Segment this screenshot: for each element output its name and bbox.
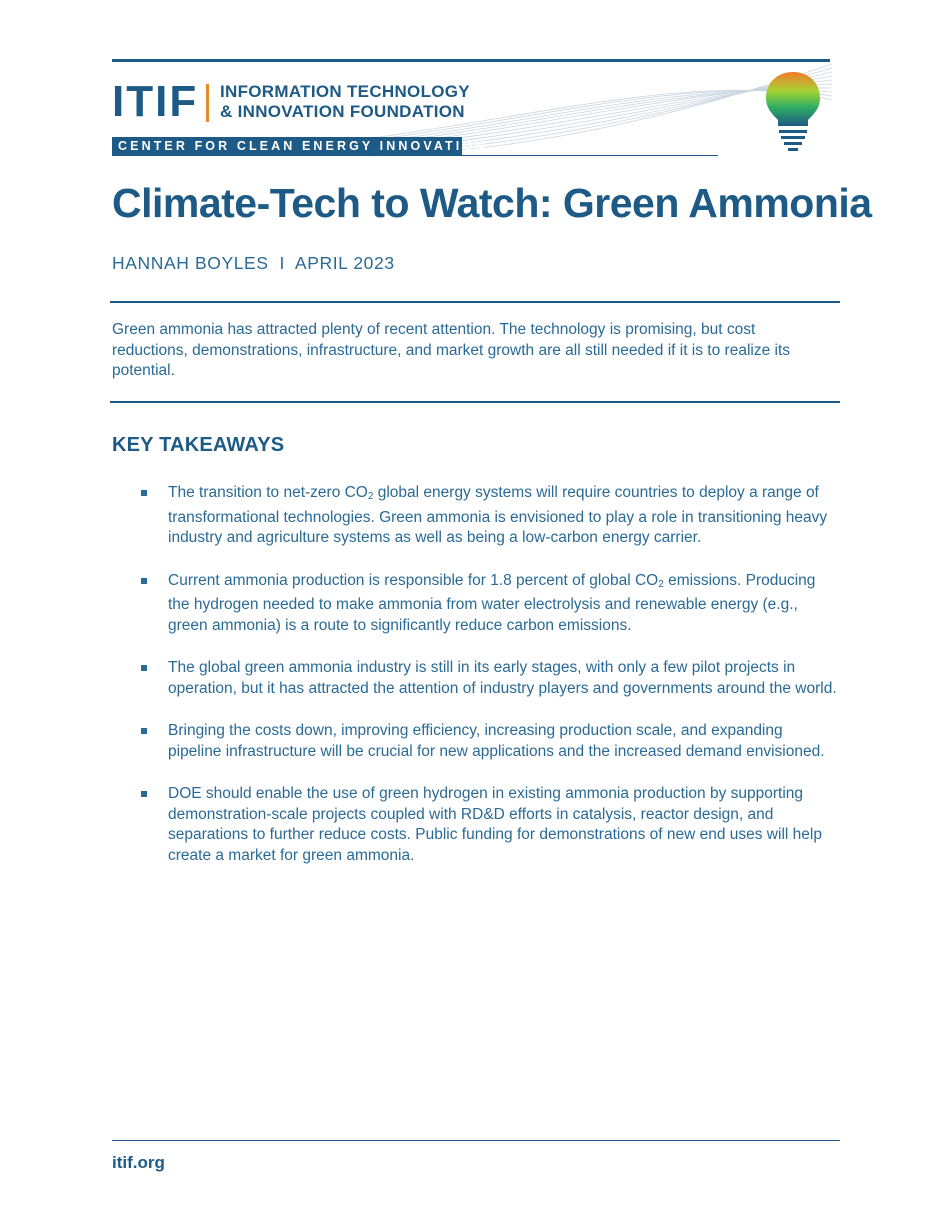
center-name-band: CENTER FOR CLEAN ENERGY INNOVATION [112, 137, 462, 156]
byline: HANNAH BOYLES I APRIL 2023 [112, 253, 395, 273]
footer-link[interactable]: itif.org [112, 1153, 165, 1172]
band-rule [462, 155, 718, 156]
list-item [140, 784, 840, 866]
key-takeaways-list [140, 483, 840, 888]
itif-logo: ITIF [112, 77, 199, 126]
summary-bottom-rule [110, 401, 840, 403]
list-item-text: DOE should enable the use of green hydrogen in existing ammonia production by supporting demonstration-scale projects coupled with RD&D efforts in catalysis, reactor design, and separations to further reduce costs. Public funding for demonstrations of new end uses will help create a market for green ammonia. [168, 785, 822, 864]
organization-name-line1: INFORMATION TECHNOLOGY [220, 82, 470, 101]
list-item [140, 571, 840, 637]
square-bullet-icon [141, 578, 147, 584]
page-title: Climate-Tech to Watch: Green Ammonia [112, 180, 872, 226]
logo-divider [206, 84, 209, 122]
list-item [140, 658, 840, 699]
key-takeaways-heading: KEY TAKEAWAYS [112, 434, 285, 456]
list-item-text: The global green ammonia industry is still in its early stages, with only a few pilot projects in operation, but it has attracted the attention of industry players and governments around the world. [168, 659, 837, 697]
organization-name [220, 82, 470, 122]
footer-rule [112, 1140, 840, 1141]
report-header [112, 62, 830, 158]
summary-top-rule [110, 301, 840, 303]
list-item [140, 483, 840, 549]
list-item [140, 721, 840, 762]
square-bullet-icon [141, 665, 147, 671]
list-item-text: Current ammonia production is responsible for 1.8 percent of global $CO_2$ emissions. Producing the hydrogen needed to make ammonia from water electrolysis and renewable energy (e.g., green ammonia) is a route to significantly reduce carbon emissions. [168, 571, 816, 634]
square-bullet-icon [141, 490, 147, 496]
square-bullet-icon [141, 791, 147, 797]
list-item-text: The transition to net-zero $CO_2$ global energy systems will require countries to deploy a range of transformational technologies. Green ammonia is envisioned to play a role in transitioning heavy industry and agriculture systems as well as being a low-carbon energy carrier. [168, 484, 828, 546]
organization-name-line2: & INNOVATION FOUNDATION [220, 102, 465, 121]
summary-paragraph: Green ammonia has attracted plenty of recent attention. The technology is promising, but cost reductions, demonstrations, infrastructure, and market growth are all still needed if it is to realize its potential. [112, 321, 791, 379]
lightbulb-icon [764, 70, 822, 160]
square-bullet-icon [141, 728, 147, 734]
list-item-text: Bringing the costs down, improving efficiency, increasing production scale, and expanding pipeline infrastructure will be crucial for new applications and the increased demand envisioned. [168, 722, 825, 760]
